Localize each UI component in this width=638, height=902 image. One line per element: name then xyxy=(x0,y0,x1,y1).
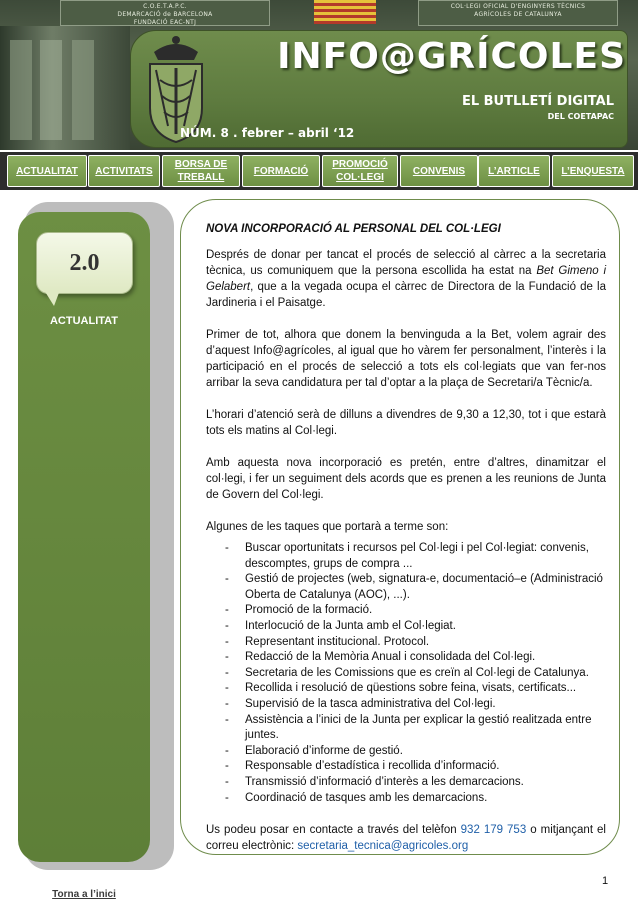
newsletter-title: INFO@GRÍCOLES xyxy=(277,36,626,77)
email-link[interactable]: secretaria_tecnica@agricoles.org xyxy=(297,840,469,853)
list-item: - Supervisió de la tasca administrativa del Col·legi. xyxy=(206,697,606,713)
paragraph-3: L’horari d’atenció serà de dilluns a divendres de 9,30 a 12,30, tot i que estarà tots els matins al Col·legi. xyxy=(206,409,606,437)
paragraph-5: Algunes de les taques que portarà a terme son: xyxy=(206,521,449,533)
window-pane xyxy=(10,40,32,140)
issue-number: NÚM. 8 . febrer – abril ‘12 xyxy=(180,126,355,140)
article xyxy=(206,221,606,870)
nav-convenis[interactable] xyxy=(400,155,478,187)
nav-label: L’ARTICLE xyxy=(488,165,540,177)
sign-left-line: DEMARCACIÓ de BARCELONA xyxy=(117,11,213,18)
list-item: - Assistència a l’inici de la Junta per explicar la gestió realitzada entre juntes. xyxy=(206,713,606,744)
contact-paragraph xyxy=(206,822,606,854)
list-item: - Buscar oportunitats i recursos pel Col·legi i pel Col·legiat: convenis, descomptes, grups de compra ... xyxy=(206,541,606,572)
sidebar xyxy=(18,212,150,862)
list-item: - Secretaria de les Comissions que es creïn al Col·legi de Catalunya. xyxy=(206,666,606,682)
sign-right-line: COL·LEGI OFICIAL D'ENGINYERS TÈCNICS xyxy=(450,3,586,10)
sign-left-line: C.O.E.T.A.P.C. xyxy=(143,3,187,10)
section-label: ACTUALITAT xyxy=(49,315,119,327)
nav-label: CONVENIS xyxy=(412,165,466,177)
list-item: - Promoció de la formació. xyxy=(206,603,606,619)
paragraph-1 xyxy=(206,247,606,311)
sign-left xyxy=(60,0,270,26)
newsletter-subtitle: EL BUTLLETÍ DIGITAL xyxy=(461,94,614,109)
p1-text: Després de donar per tancat el procés de selecció al càrrec a la secretaria tècnica, us comuniquem que la persona escollida ha estat na xyxy=(206,249,606,277)
list-item: - Representant institucional. Protocol. xyxy=(206,635,606,651)
nav-borsa-treball[interactable] xyxy=(162,155,240,187)
nav-formacio[interactable] xyxy=(242,155,320,187)
sign-left-line: FUNDACIÓ EAC-NTJ xyxy=(133,19,197,26)
nav-promocio-collegi[interactable] xyxy=(322,155,398,187)
phone-number[interactable]: 932 179 753 xyxy=(460,824,527,837)
nav-activitats[interactable] xyxy=(88,155,160,187)
nav-label: COL·LEGI xyxy=(336,172,384,183)
nav-label: ACTIVITATS xyxy=(95,165,153,177)
nav-label: BORSA DE xyxy=(174,159,228,170)
back-to-top-link[interactable]: Torna a l’inici xyxy=(52,889,116,900)
nav-label: TREBALL xyxy=(177,172,225,183)
task-list xyxy=(206,541,606,806)
nav-label: FORMACIÓ xyxy=(253,165,309,177)
window-pane xyxy=(72,40,94,140)
nav-bar xyxy=(0,152,638,190)
nav-article[interactable] xyxy=(478,155,550,187)
nav-actualitat[interactable] xyxy=(7,155,87,187)
nav-label: ACTUALITAT xyxy=(16,165,78,177)
list-item: - Redacció de la Memòria Anual i consolidada del Col·legi. xyxy=(206,650,606,666)
article-title: NOVA INCORPORACIÓ AL PERSONAL DEL COL·LEGI xyxy=(206,223,501,235)
badge-2-0: 2.0 xyxy=(36,232,133,294)
contact-text: Us podeu posar en contacte a través del telèfon xyxy=(206,824,461,837)
list-item: - Elaboració d’informe de gestió. xyxy=(206,744,606,760)
paragraph-2: Primer de tot, alhora que donem la benvinguda a la Bet, volem agrair des d’aquest Info@agrícoles, al igual que ho vàrem fer personalment, l’interès i la participació en el procés de selecció a tots els col·legiats que van fer-nos arribar la seva candidatura per tal d’optar a la plaça de Secretari/a Tècnic/a. xyxy=(206,329,606,389)
nav-label: L’ENQUESTA xyxy=(561,165,625,177)
list-item: - Transmissió d’informació d’interès a les demarcacions. xyxy=(206,775,606,791)
p1-text: , que a la vegada ocupa el càrrec de Directora de la Fundació de la Jardineria i el Paisatge. xyxy=(206,281,606,309)
list-item: - Gestió de projectes (web, signatura-e, documentació–e (Administració Oberta de Catalunya (AOC), ...). xyxy=(206,572,606,603)
list-item: - Responsable d’estadística i recollida d’informació. xyxy=(206,759,606,775)
list-item: - Recollida i resolució de qüestions sobre feina, visats, certificats... xyxy=(206,681,606,697)
nav-enquesta[interactable] xyxy=(552,155,634,187)
sign-right xyxy=(418,0,618,26)
p1-name: Bet Gimeno i Gelabert xyxy=(206,265,606,293)
catalan-flag xyxy=(314,0,376,24)
list-item: - Coordinació de tasques amb les demarcacions. xyxy=(206,791,606,807)
newsletter-publisher: DEL COETAPAC xyxy=(547,112,614,121)
window-pane xyxy=(40,40,62,140)
sign-right-line: AGRÍCOLES DE CATALUNYA xyxy=(474,11,562,18)
badge-tail xyxy=(44,290,60,306)
nav-label: PROMOCIÓ xyxy=(332,159,388,170)
paragraph-4: Amb aquesta nova incorporació es pretén, entre d’altres, dinamitzar el col·legi, i fer un seguiment dels acords que es prenen a les reunions de Junta de Govern del Col·legi. xyxy=(206,457,606,501)
list-item: - Interlocució de la Junta amb el Col·legiat. xyxy=(206,619,606,635)
contact-text: o mitjançant el correu electrònic: xyxy=(206,824,606,853)
page-number: 1 xyxy=(602,875,609,887)
